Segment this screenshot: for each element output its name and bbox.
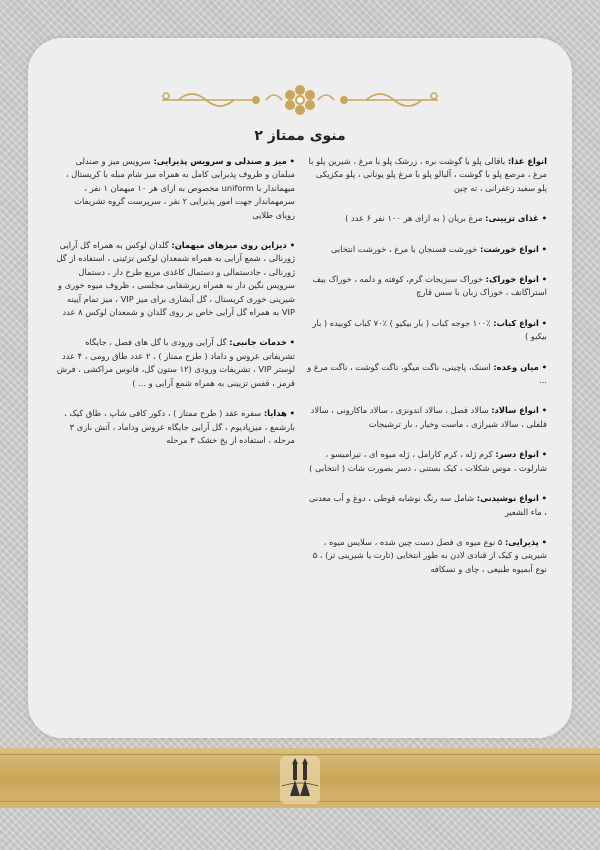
menu-section [55, 155, 295, 222]
section-heading: • غذای تزیینی: [485, 213, 547, 224]
section-heading: • انواع خورشت: [480, 243, 547, 254]
section-text: مرغ بریان ( به ازای هر ۱۰۰ نفر ۶ عدد ) [345, 213, 486, 224]
section-heading: • میان وعده: [493, 361, 547, 372]
menu-section [305, 492, 547, 519]
section-text: کرم ژله ، کرم کارامل ، ژله میوه ای ، تیرامیسو ، شارلوت ، موس شکلات ، کیک بستنی ، دسر بصورت شات ( انتخابی ) [309, 449, 547, 473]
menu-section [55, 239, 295, 319]
section-heading: • دیزاین روی میزهای میهمان: [171, 240, 295, 251]
section-text: ۵ نوع میوه ی فصل دست چین شده ، سلایس میوه ، شیرینی و کیک از قنادی لادن به طور انتخابی (تارت یا شیرینی تر) ، ۵ نوع آبمیوه طبیعی ، چای و نسکافه [312, 536, 547, 574]
section-heading: • میز و صندلی و سرویس پذیرایی: [153, 156, 295, 166]
section-text: سفره عقد ( طرح ممتاز ) ، دکور کافی شاپ ، طاق کیک ، بارشمع ، میزپادیوم ، گل آرایی جایگاه عروس وداماد ، آتش بازی ۳ مرحله ، استفاده از یخ خشک ۳ مرحله [64, 408, 295, 445]
section-heading: انواع غذا: [507, 156, 547, 166]
menu-section [305, 448, 547, 475]
ornament-divider-icon [158, 82, 442, 118]
menu-section [305, 404, 547, 431]
section-heading: • خدمات جانبی: [229, 337, 295, 348]
menu-section [305, 212, 547, 225]
menu-section [305, 155, 547, 195]
menu-section [305, 317, 547, 344]
section-heading: • انواع نوشیدنی: [476, 493, 547, 504]
section-text: خورشت فسنجان با مرغ ، خورشت انتخابی [330, 243, 481, 254]
menu-column-right [305, 155, 547, 593]
section-heading: • پذیرایی: [504, 536, 547, 547]
menu-section [305, 361, 547, 388]
menu-column-left [55, 155, 295, 464]
menu-section [55, 336, 295, 390]
menu-section [305, 243, 547, 256]
section-text: باقالی پلو با گوشت بره ، زرشک پلو با مرغ ، شیرین پلو با مرغ ، مرصع پلو با گوشت ، آلبالو پلو با مرغ پلو یونانی ، پلو مکزیکی پلو سفید زعفرانی ، ته چین [308, 156, 547, 193]
section-heading: • هدایا: [263, 408, 295, 419]
section-text: سالاد فصل ، سالاد اندونزی ، سالاد ماکارونی ، سالاد فلفلی ، سالاد شیرازی ، ماست وخیار ، بار ترشیجات [310, 405, 547, 429]
page-title: منوی ممتاز ۲ [254, 128, 346, 144]
menu-section [55, 407, 295, 447]
menu-section [305, 536, 547, 576]
section-text: گل آرایی ورودی با گل های فصل ، جایگاه تشریفاتی عروس و داماد ( طرح ممتاز ) ، ۲ عدد طاق رومی ، ۴ عدد لوستر VIP ، تشریفات ورودی (۱۲ ستون گل، فانوس مراکشی ، فرش قرمز ، قفس تزیینی به همراه شمع آرایی و ... ) [56, 337, 295, 388]
section-heading: • انواع سالاد: [491, 405, 547, 416]
section-text: شامل سه رنگ نوشابه قوطی ، دوغ و آب معدنی ، ماء الشعیر [308, 493, 547, 517]
royal-palace-logo-icon [270, 752, 330, 808]
section-heading: • انواع خوراک: [485, 274, 547, 285]
menu-section [305, 273, 547, 300]
section-text: خوراک سبزیجات گرم، کوفته و دلمه ، خوراک بیف استراگانف ، خوراک زبان با سس قارچ [312, 274, 547, 298]
section-heading: • انواع کباب: [493, 317, 547, 328]
section-text: گلدان لوکس به همراه گل آرایی ژورنالی ، شمع آرایی به همراه شمعدان لوکس تزئینی ، استفاده از گل ژورنالی ، جادستمالی و دستمال کاغذی مربع طرح دار ، دستمال سرویس نگین دار به همراه زیرشقابی مجلسی ، ظروف میوه خوری و شیرینی خوری کریستال ، گل آبشاری برای میز VIP ، میز تمام آیینه VIP به همراه گل آرایی خاص بر روی گلدان و شمعدان لوکس ۸ عدد [56, 240, 295, 318]
section-heading: • انواع دسر: [495, 449, 547, 460]
section-text: سرویس میز و صندلی مبلمان و ظروف پذیرایی کامل به همراه میز شام مبله با کریستال ، میهماندار با uniform مخصوص به ازای هر ۱۰ میهمان ۱ نفر ، سرمهماندار جهت امور پذیرایی ۲ نفر ، سرپرست گروه تشریفات رویای طلایی [65, 156, 295, 220]
section-text: ٪۱۰۰ جوجه کباب ( بار بیکیو ) ٪۷۰ کباب کوبیده ( بار بیکیو ) [312, 317, 547, 342]
section-text: اسنک، پاچینی، ناگت میگو، ناگت گوشت ، ناگت مرغ و ... [307, 361, 547, 386]
